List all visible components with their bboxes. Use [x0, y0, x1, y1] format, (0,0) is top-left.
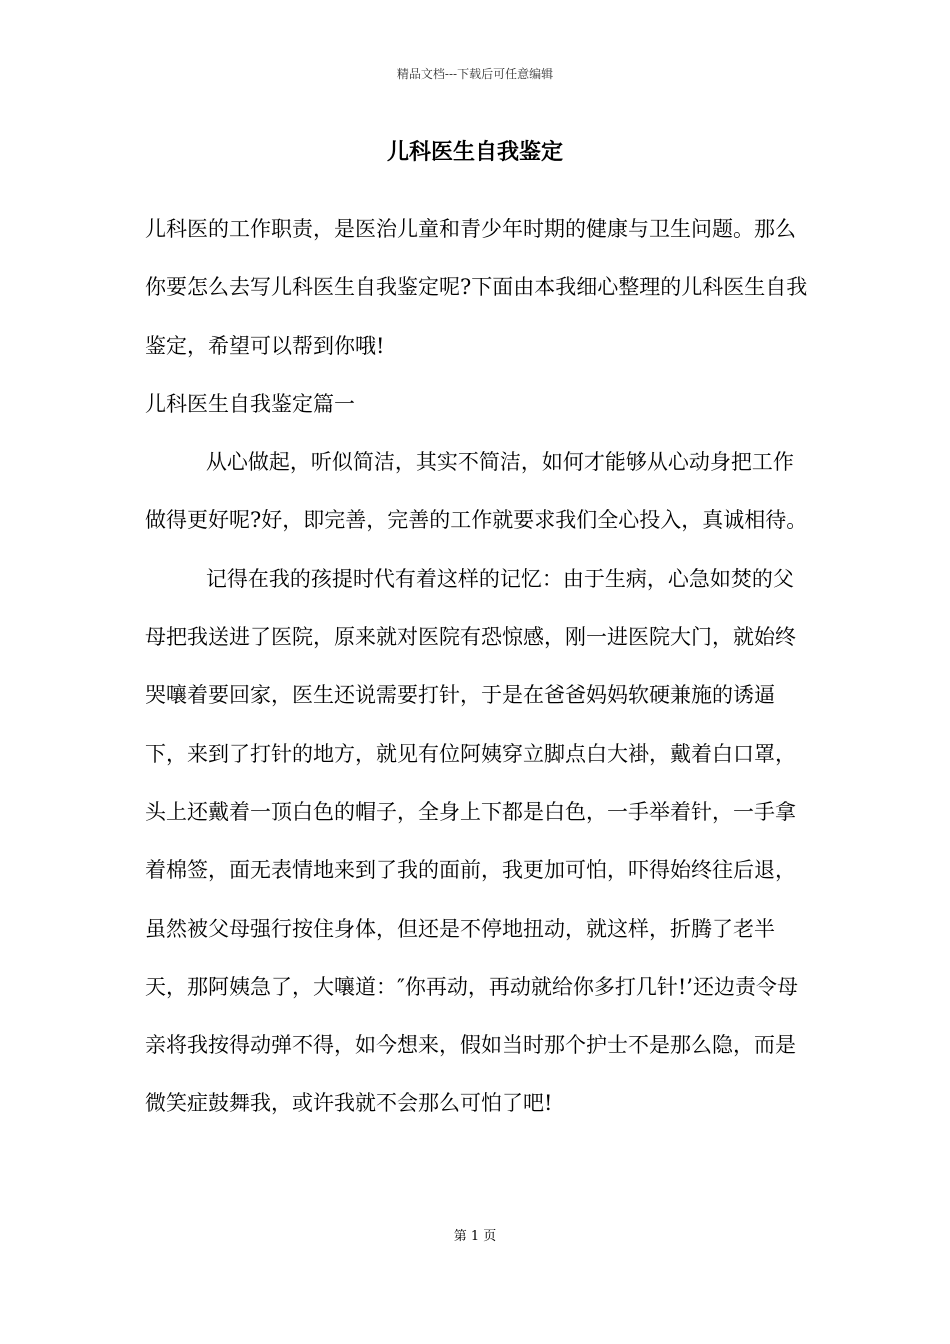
body-paragraph: 从心做起，听似简洁，其实不简洁，如何才能够从心动身把工作做得更好呢?好，即完善，完善的工作就要求我们全心投入，真诚相待。 [145, 450, 808, 533]
document-title: 儿科医生自我鉴定 [386, 139, 563, 165]
page-header: 精品文档---下载后可任意编辑 [396, 67, 554, 81]
body-paragraph: 记得在我的孩提时代有着这样的记忆：由于生病，心急如焚的父母把我送进了医院，原来就对医院有恐惊感，刚一进医院大门，就始终哭嚷着要回家，医生还说需要打针，于是在爸爸妈妈软硬兼施的诱逼下，来到了打针的地方，就见有位阿姨穿立脚点白大褂，戴着白口罩，头上还戴着一顶白色的帽子，全身上下都是白色，一手举着针，一手拿着棉签，面无表情地来到了我的面前，我更加可怕，吓得始终往后退，虽然被父母强行按住身体，但还是不停地扭动，就这样，折腾了老半天，那阿姨急了，大嚷道：″你再动，再动就给你多打几针!’还边责令母亲将我按得动弹不得，如今想来，假如当时那个护士不是那么隐，而是微笑症鼓舞我，或许我就不会那么可怕了吧! [145, 566, 798, 1116]
section-heading: 儿科医生自我鉴定篇一 [145, 391, 355, 416]
document-body [145, 200, 809, 1133]
page-number: 第 1 页 [453, 1229, 497, 1244]
intro-paragraph: 儿科医的工作职责，是医治儿童和青少年时期的健康与卫生问题。那么你要怎么去写儿科医生自我鉴定呢?下面由本我细心整理的儿科医生自我鉴定，希望可以帮到你哦! [145, 217, 808, 358]
